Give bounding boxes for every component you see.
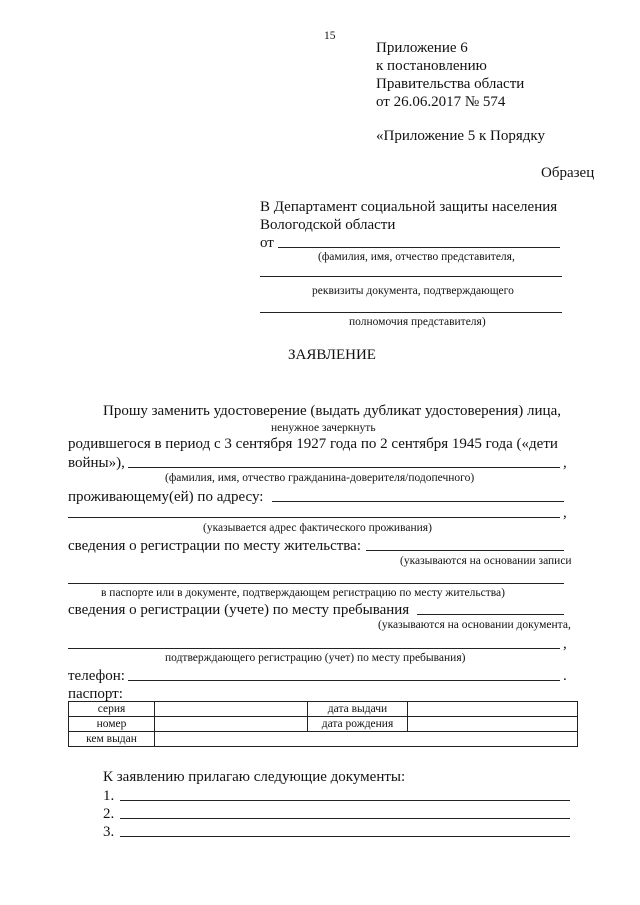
phone-field[interactable] <box>128 680 560 681</box>
representative-authority-hint: полномочия представителя) <box>349 316 486 328</box>
birth-date-cell[interactable] <box>408 717 578 732</box>
representative-doc-hint: реквизиты документа, подтверждающего <box>312 285 514 297</box>
reg-stay-field-2[interactable] <box>68 648 560 649</box>
address-hint: (указывается адрес фактического проживания) <box>203 522 432 534</box>
fio-hint: (фамилия, имя, отчество гражданина-доверителя/подопечного) <box>165 472 475 484</box>
attachment-number-1: 1. <box>103 788 115 804</box>
address-comma: , <box>563 505 567 521</box>
table-row <box>69 717 578 732</box>
series-cell[interactable] <box>155 702 308 717</box>
reg-stay-field-1[interactable] <box>417 614 564 615</box>
number-cell[interactable] <box>155 717 308 732</box>
attachment-number-2: 2. <box>103 806 115 822</box>
representative-fio-hint: (фамилия, имя, отчество представителя, <box>318 251 515 263</box>
born-text-line-1: родившегося в период с 3 сентября 1927 года по 2 сентября 1945 года («дети <box>68 436 558 452</box>
attachment-field-1[interactable] <box>120 800 570 801</box>
from-label: от <box>260 235 274 251</box>
birth-date-label: дата рождения <box>308 717 408 732</box>
reg-stay-hint-1: (указываются на основании документа, <box>378 619 571 631</box>
request-text: Прошу заменить удостоверение (выдать дубликат удостоверения) лица, <box>103 403 561 419</box>
header-line-4: от 26.06.2017 № 574 <box>376 94 506 110</box>
issued-by-cell[interactable] <box>155 732 578 747</box>
representative-doc-field[interactable] <box>260 276 562 277</box>
from-field[interactable] <box>278 247 560 248</box>
addressee-line-2: Вологодской области <box>260 217 396 233</box>
residing-label: проживающему(ей) по адресу: <box>68 489 264 505</box>
address-field-1[interactable] <box>272 501 564 502</box>
header-line-3: Правительства области <box>376 76 525 92</box>
reg-residence-field-1[interactable] <box>366 550 564 551</box>
issue-date-label: дата выдачи <box>308 702 408 717</box>
passport-table <box>68 701 578 747</box>
strike-hint: ненужное зачеркнуть <box>271 422 376 434</box>
attachments-intro: К заявлению прилагаю следующие документы: <box>103 769 406 785</box>
series-label: серия <box>69 702 155 717</box>
fio-comma: , <box>563 455 567 471</box>
passport-label: паспорт: <box>68 686 123 702</box>
addressee-line-1: В Департамент социальной защиты населения <box>260 199 558 215</box>
reg-residence-hint-1: (указываются на основании записи <box>400 555 572 567</box>
header-line-1: Приложение 6 <box>376 40 468 56</box>
issue-date-cell[interactable] <box>408 702 578 717</box>
reg-residence-hint-2: в паспорте или в документе, подтверждающем регистрацию по месту жительства) <box>101 587 505 599</box>
reg-stay-hint-2: подтверждающего регистрацию (учет) по месту пребывания) <box>165 652 466 664</box>
number-label: номер <box>69 717 155 732</box>
issued-by-label: кем выдан <box>69 732 155 747</box>
born-text-line-2: войны»), <box>68 455 125 471</box>
fio-field[interactable] <box>128 467 560 468</box>
table-row <box>69 702 578 717</box>
representative-authority-field[interactable] <box>260 312 562 313</box>
attachment-number-3: 3. <box>103 824 115 840</box>
header-line-2: к постановлению <box>376 58 487 74</box>
reg-residence-field-2[interactable] <box>68 583 564 584</box>
document-title: ЗАЯВЛЕНИЕ <box>288 347 376 363</box>
sample-label: Образец <box>541 165 595 181</box>
phone-label: телефон: <box>68 668 125 684</box>
attachment-field-3[interactable] <box>120 836 570 837</box>
address-field-2[interactable] <box>68 517 560 518</box>
table-row <box>69 732 578 747</box>
attachment-field-2[interactable] <box>120 818 570 819</box>
reg-stay-label: сведения о регистрации (учете) по месту пребывания <box>68 602 410 618</box>
page-number: 15 <box>324 30 336 42</box>
appendix-reference: «Приложение 5 к Порядку <box>376 128 545 144</box>
phone-period: . <box>563 668 567 684</box>
reg-residence-label: сведения о регистрации по месту жительства: <box>68 538 361 554</box>
reg-stay-comma: , <box>563 636 567 652</box>
